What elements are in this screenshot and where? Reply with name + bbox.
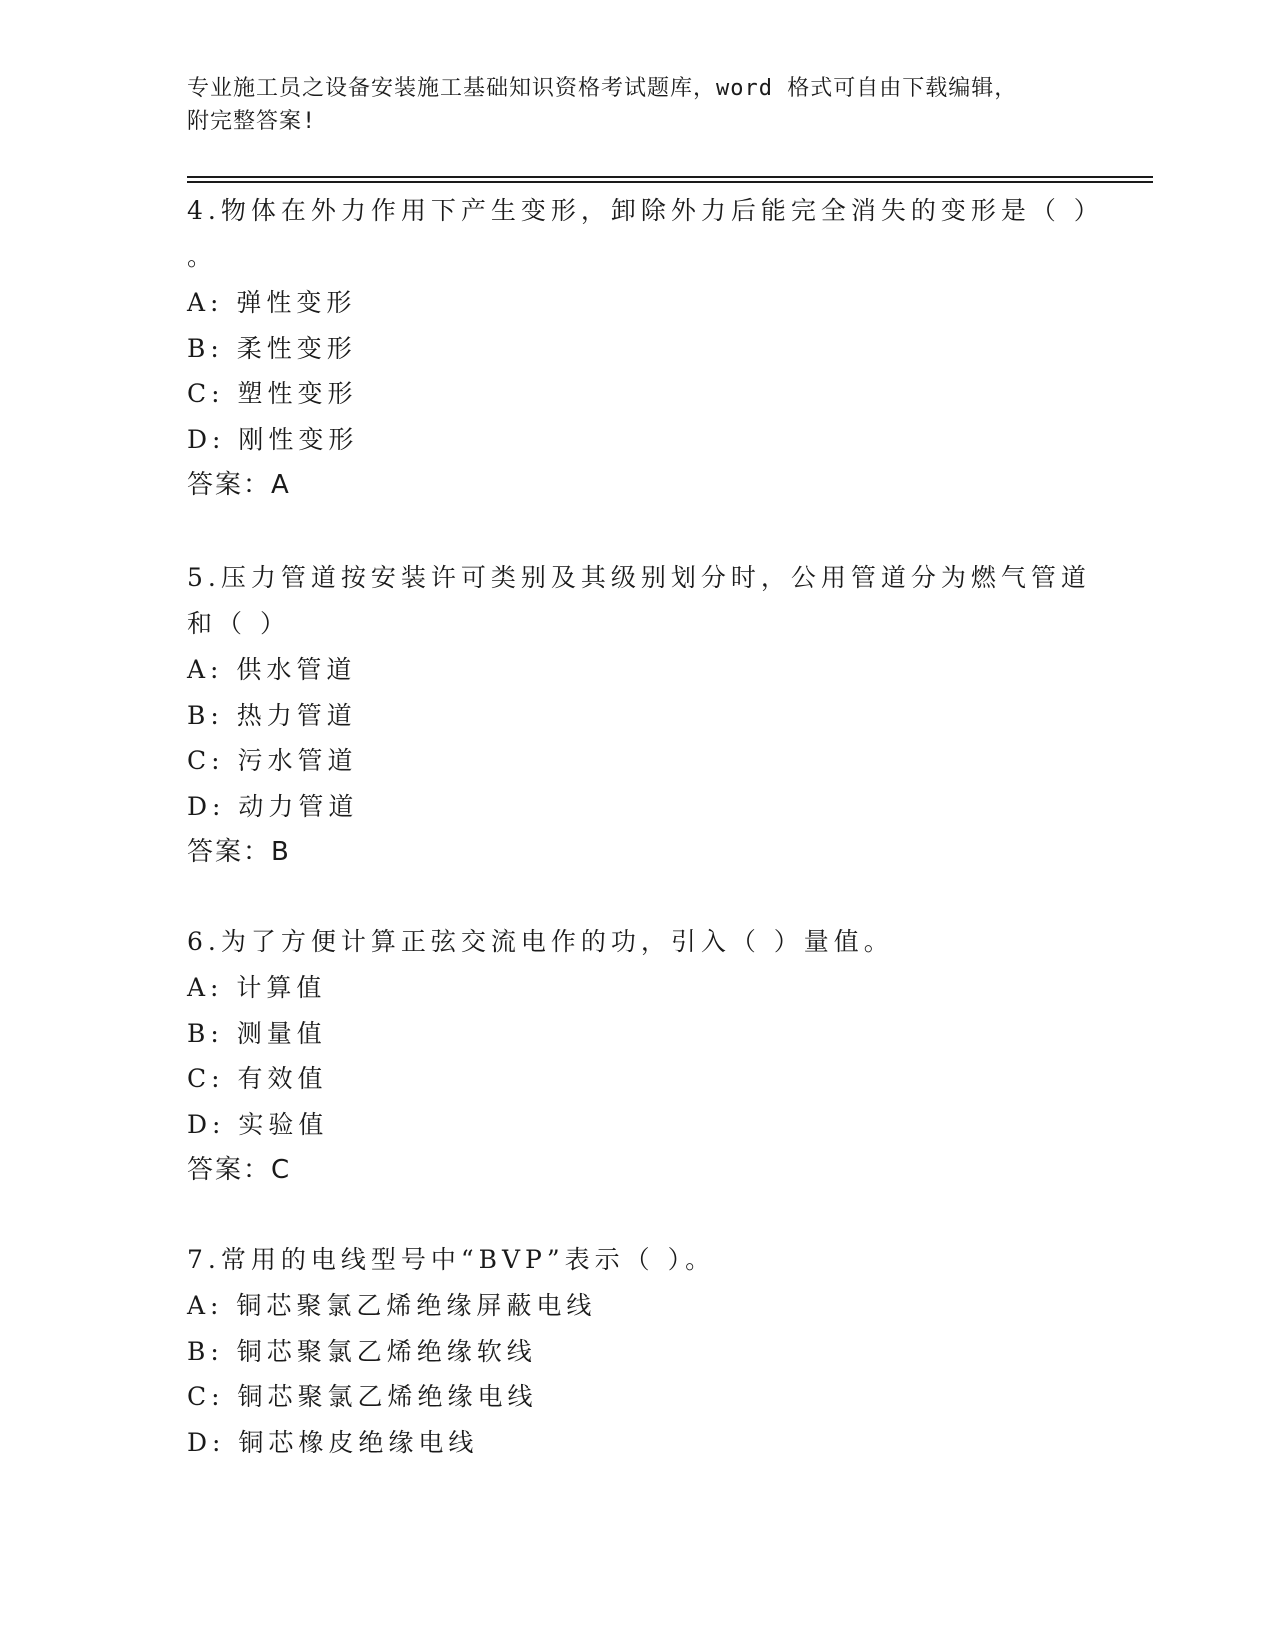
option-d: D: 铜芯橡皮绝缘电线 [187,1427,479,1457]
option-d: D: 实验值 [187,1109,329,1139]
answer-line: 答案：B [187,837,291,867]
header-line-1: 专业施工员之设备安装施工基础知识资格考试题库，word 格式可自由下载编辑， [187,76,1018,101]
option-a: A: 供水管道 [187,655,357,684]
question-stem-line: 6.为了方便计算正弦交流电作的功，引入（ ）量值。 [187,927,894,956]
option-c: C: 塑性变形 [187,379,358,408]
question-stem-line: 7.常用的电线型号中“BVP”表示（ ）。 [187,1245,716,1274]
option-a: A: 计算值 [187,973,327,1002]
question-stem-line: 和（ ） [187,609,290,638]
question-7 [187,1237,1087,1465]
question-5 [187,555,1091,875]
header-divider-top [187,176,1153,178]
option-b: B: 测量值 [187,1018,327,1048]
header-divider-bottom [187,181,1153,183]
header-line-2: 附完整答案! [187,109,317,134]
option-d: D: 刚性变形 [187,424,359,454]
question-stem-line: 。 [187,242,218,271]
question-4 [187,188,1104,508]
option-b: B: 柔性变形 [187,333,357,363]
option-c: C: 污水管道 [187,746,358,775]
answer-line: 答案：C [187,1155,292,1185]
question-stem-line: 5.压力管道按安装许可类别及其级别划分时，公用管道分为燃气管道 [187,563,1091,592]
option-c: C: 有效值 [187,1064,328,1093]
option-a: A: 铜芯聚氯乙烯绝缘屏蔽电线 [187,1291,597,1320]
document-header [187,72,1067,138]
question-6 [187,919,1087,1193]
option-a: A: 弹性变形 [187,288,357,317]
option-d: D: 动力管道 [187,791,359,821]
question-stem-line: 4.物体在外力作用下产生变形，卸除外力后能完全消失的变形是（ ） [187,196,1104,225]
answer-line: 答案：A [187,470,291,500]
option-c: C: 铜芯聚氯乙烯绝缘电线 [187,1382,538,1411]
option-b: B: 铜芯聚氯乙烯绝缘软线 [187,1336,537,1366]
option-b: B: 热力管道 [187,700,357,730]
